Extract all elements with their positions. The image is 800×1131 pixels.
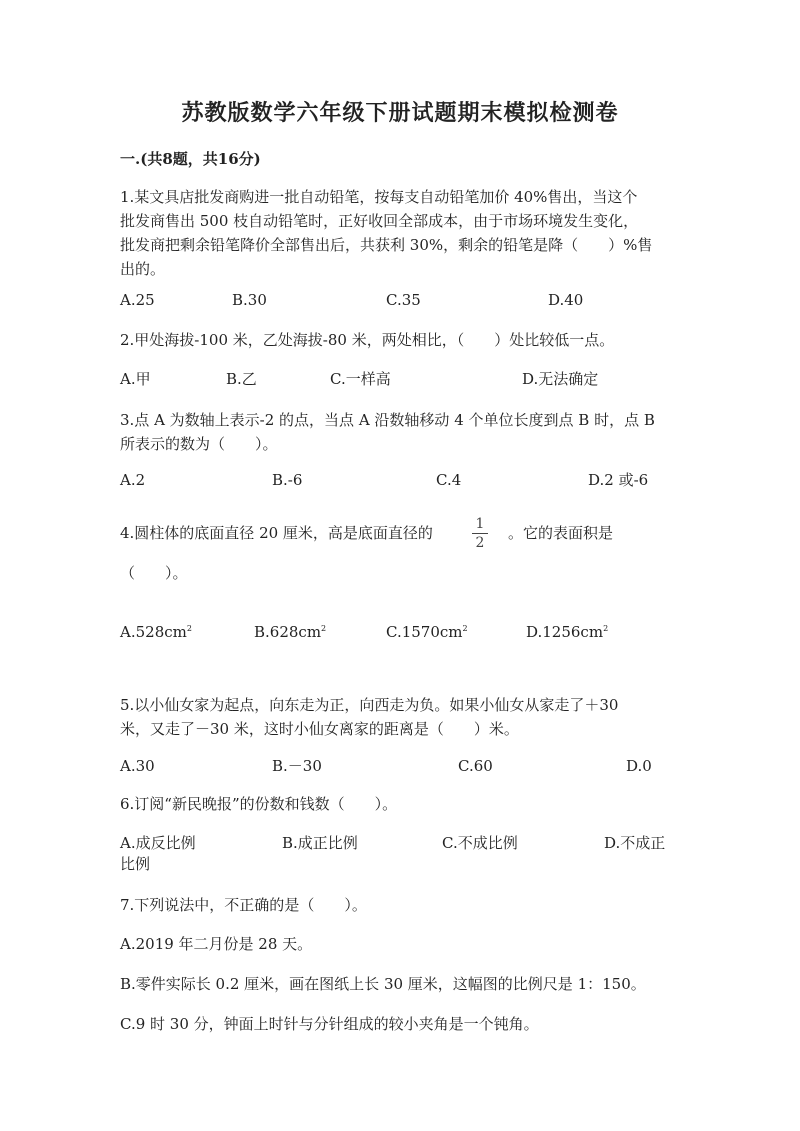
option-c-text: C.1570cm bbox=[386, 623, 463, 641]
section-heading: 一.(共8题，共16分) bbox=[120, 150, 261, 168]
question-2-option-c[interactable]: C.一样高 bbox=[330, 370, 391, 388]
question-5-line-1: 5.以小仙女家为起点，向东走为正，向西走为负。如果小仙女从家走了＋30 bbox=[120, 696, 619, 714]
question-3-option-d[interactable]: D.2 或-6 bbox=[588, 471, 649, 489]
option-d-text: D.1256cm bbox=[526, 623, 604, 641]
question-5-option-d[interactable]: D.0 bbox=[626, 757, 652, 775]
question-4-option-d[interactable] bbox=[526, 618, 608, 643]
question-3-option-c[interactable]: C.4 bbox=[436, 471, 462, 489]
question-7-line-1: 7.下列说法中，不正确的是（ ）。 bbox=[120, 896, 367, 914]
question-2-option-b[interactable]: B.乙 bbox=[226, 370, 257, 388]
one-half-fraction bbox=[472, 516, 488, 551]
question-7-option-b[interactable]: B.零件实际长 0.2 厘米，画在图纸上长 30 厘米，这幅图的比例尺是 1：150。 bbox=[120, 975, 646, 993]
unit-superscript: 2 bbox=[462, 624, 468, 633]
question-5-option-c[interactable]: C.60 bbox=[458, 757, 493, 775]
question-1-option-d[interactable]: D.40 bbox=[548, 291, 584, 309]
option-b-text: B.628cm bbox=[254, 623, 322, 641]
fraction-bar bbox=[472, 533, 488, 534]
question-4-option-c[interactable] bbox=[386, 618, 468, 643]
question-6-option-d[interactable]: D.不成正 bbox=[604, 834, 666, 852]
question-3-line-2: 所表示的数为（ ）。 bbox=[120, 435, 278, 453]
page-title: 苏教版数学六年级下册试题期末模拟检测卷 bbox=[181, 100, 619, 126]
question-4-line-1b: 。它的表面积是 bbox=[508, 524, 614, 542]
question-5-option-a[interactable]: A.30 bbox=[120, 757, 155, 775]
question-1-line-3: 批发商把剩余铅笔降价全部售出后，共获利 30%，剩余的铅笔是降（ ）%售 bbox=[120, 236, 653, 254]
question-5-line-2: 米，又走了－30 米，这时小仙女离家的距离是（ ）米。 bbox=[120, 720, 519, 738]
question-6-option-a[interactable]: A.成反比例 bbox=[120, 834, 196, 852]
unit-superscript: 2 bbox=[603, 624, 609, 633]
question-7-option-a[interactable]: A.2019 年二月份是 28 天。 bbox=[120, 935, 313, 953]
question-2-option-d[interactable]: D.无法确定 bbox=[522, 370, 599, 388]
question-1-line-1: 1.某文具店批发商购进一批自动铅笔，按每支自动铅笔加价 40%售出，当这个 bbox=[120, 188, 638, 206]
question-4-option-a[interactable] bbox=[120, 618, 192, 643]
question-3-option-b[interactable]: B.-6 bbox=[272, 471, 303, 489]
question-1-line-4: 出的。 bbox=[120, 260, 166, 278]
question-1-option-b[interactable]: B.30 bbox=[232, 291, 267, 309]
question-1-line-2: 批发商售出 500 枝自动铅笔时，正好收回全部成本，由于市场环境发生变化， bbox=[120, 212, 639, 230]
question-5-option-b[interactable]: B.－30 bbox=[272, 757, 322, 775]
question-6-line-1: 6.订阅“新民晚报”的份数和钱数（ ）。 bbox=[120, 795, 398, 813]
question-2-line-1: 2.甲处海拔-100 米，乙处海拔-80 米，两处相比，（ ）处比较低一点。 bbox=[120, 331, 615, 349]
question-4-option-b[interactable] bbox=[254, 618, 326, 643]
fraction-denominator: 2 bbox=[475, 535, 485, 551]
question-4-line-2: （ ）。 bbox=[120, 564, 188, 582]
question-6-option-d-wrap: 比例 bbox=[120, 855, 151, 873]
question-6-option-b[interactable]: B.成正比例 bbox=[282, 834, 358, 852]
question-2-option-a[interactable]: A.甲 bbox=[120, 370, 151, 388]
unit-superscript: 2 bbox=[321, 624, 327, 633]
question-7-option-c[interactable]: C.9 时 30 分，钟面上时针与分针组成的较小夹角是一个钝角。 bbox=[120, 1015, 539, 1033]
fraction-numerator: 1 bbox=[475, 516, 485, 532]
question-1-option-c[interactable]: C.35 bbox=[386, 291, 421, 309]
question-4-line-1a: 4.圆柱体的底面直径 20 厘米，高是底面直径的 bbox=[120, 524, 433, 542]
option-a-text: A.528cm bbox=[120, 623, 187, 641]
question-3-line-1: 3.点 A 为数轴上表示-2 的点，当点 A 沿数轴移动 4 个单位长度到点 B 时，点 B bbox=[120, 411, 655, 429]
question-1-option-a[interactable]: A.25 bbox=[120, 291, 155, 309]
question-3-option-a[interactable]: A.2 bbox=[120, 471, 146, 489]
unit-superscript: 2 bbox=[186, 624, 192, 633]
question-6-option-c[interactable]: C.不成比例 bbox=[442, 834, 518, 852]
